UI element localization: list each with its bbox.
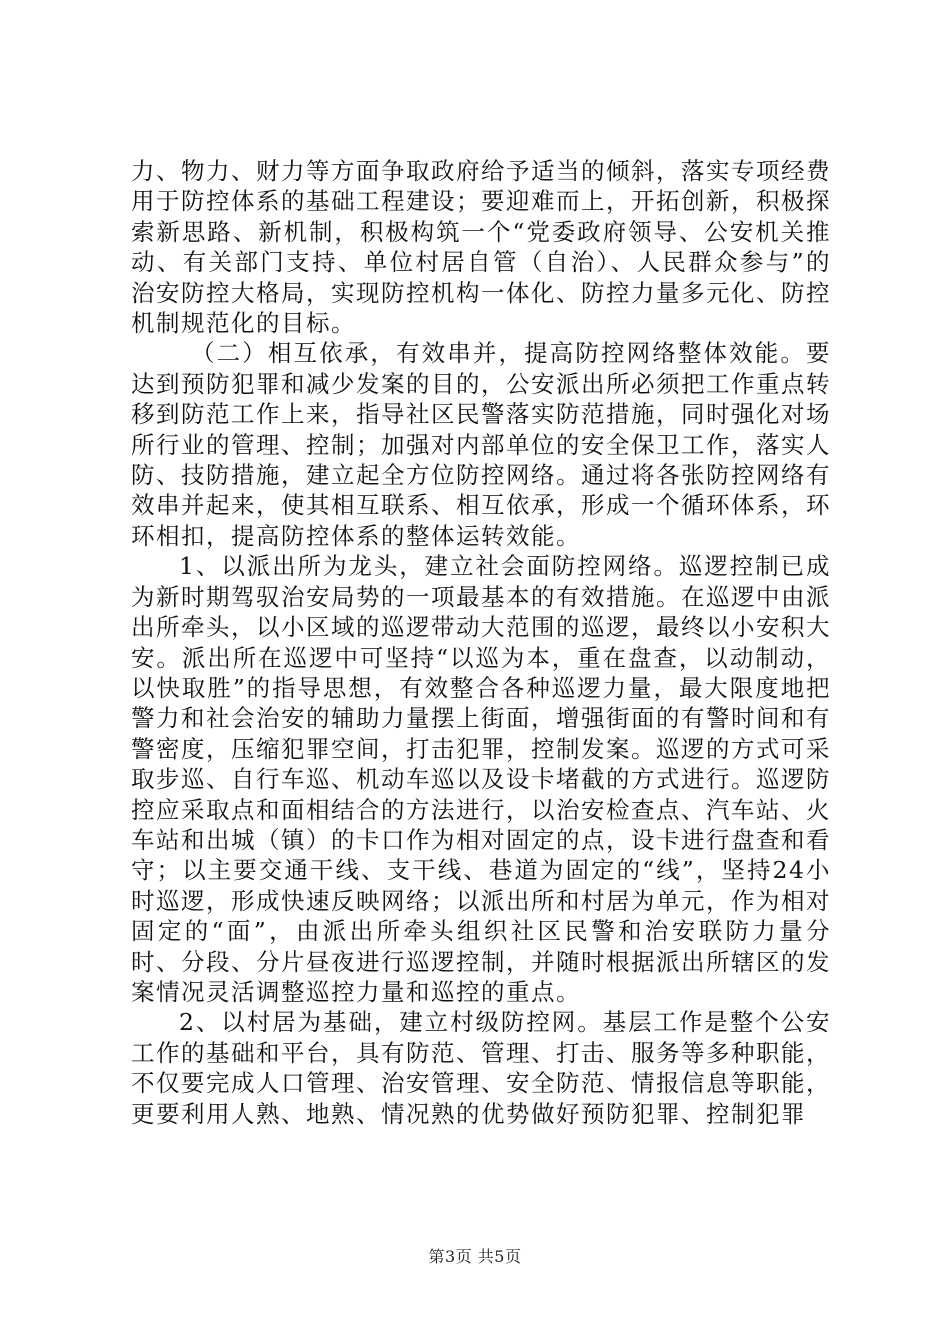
- document-body: [131, 156, 831, 1129]
- paragraph-item-one: 1、以派出所为龙头，建立社会面防控网络。巡逻控制已成为新时期驾驭治安局势的一项最基本的有效措施。在巡逻中由派出所牵头，以小区域的巡逻带动大范围的巡逻，最终以小安积大安。派出所在巡逻中可坚持“以巡为本，重在盘查，以动制动，以快取胜”的指导思想，有效整合各种巡逻力量，最大限度地把警力和社会治安的辅助力量摆上街面，增强街面的有警时间和有警密度，压缩犯罪空间，打击犯罪，控制发案。巡逻的方式可采取步巡、自行车巡、机动车巡以及设卡堵截的方式进行。巡逻防控应采取点和面相结合的方法进行，以治安检查点、汽车站、火车站和出城（镇）的卡口作为相对固定的点，设卡进行盘查和看守；以主要交通干线、支干线、巷道为固定的“线”，坚持24小时巡逻，形成快速反映网络；以派出所和村居为单元，作为相对固定的“面”，由派出所牵头组织社区民警和治安联防力量分时、分段、分片昼夜进行巡逻控制，并随时根据派出所辖区的发案情况灵活调整巡控力量和巡控的重点。: [131, 552, 831, 1006]
- page-number-footer: 第3页 共5页: [428, 1247, 522, 1266]
- paragraph-section-two: （二）相互依承，有效串并，提高防控网络整体效能。要达到预防犯罪和减少发案的目的，公安派出所必须把工作重点转移到防范工作上来，指导社区民警落实防范措施，同时强化对场所行业的管理、控制；加强对内部单位的安全保卫工作，落实人防、技防措施，建立起全方位防控网络。通过将各张防控网络有效串并起来，使其相互联系、相互依承，形成一个循环体系，环环相扣，提高防控体系的整体运转效能。: [131, 339, 831, 550]
- paragraph-item-two: 2、以村居为基础，建立村级防控网。基层工作是整个公安工作的基础和平台，具有防范、管理、打击、服务等多种职能，不仅要完成人口管理、治安管理、安全防范、情报信息等职能，更要利用人熟、地熟、情况熟的优势做好预防犯罪、控制犯罪: [131, 1008, 831, 1128]
- paragraph-continuation: 力、物力、财力等方面争取政府给予适当的倾斜，落实专项经费用于防控体系的基础工程建设；要迎难而上，开拓创新，积极探索新思路、新机制，积极构筑一个“党委政府领导、公安机关推动、有关部门支持、单位村居自管（自治）、人民群众参与”的治安防控大格局，实现防控机构一体化、防控力量多元化、防控机制规范化的目标。: [131, 157, 831, 338]
